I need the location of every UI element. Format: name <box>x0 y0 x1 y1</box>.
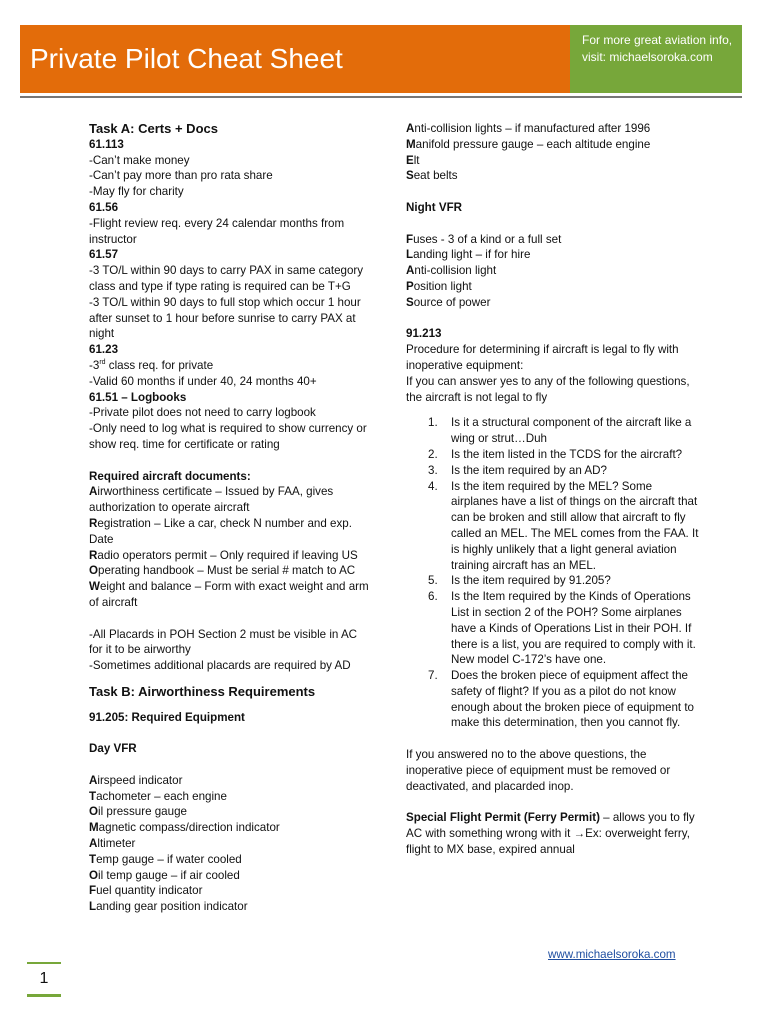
text-fragment: -3 <box>89 358 100 372</box>
item-number: 5. <box>428 574 438 588</box>
item-text: eat belts <box>413 169 458 183</box>
mnemonic-letter: S <box>406 295 414 309</box>
page-number: 1 <box>27 962 61 997</box>
item-text: ource of power <box>413 295 491 309</box>
mnemonic-letter: L <box>406 248 414 262</box>
reg-91-213: 91.213 <box>406 327 442 341</box>
item-number: 3. <box>428 463 438 477</box>
item-text: ltimeter <box>97 837 136 851</box>
list-item <box>89 804 369 820</box>
item-text: perating handbook – Must be serial # match to AC <box>98 564 356 578</box>
day-vfr-heading: Day VFR <box>89 742 137 756</box>
list-item <box>406 168 701 184</box>
item-text: uel quantity indicator <box>96 884 203 898</box>
list-item <box>89 773 369 789</box>
reg-61-57: 61.57 <box>89 248 119 262</box>
text-line <box>89 358 369 374</box>
website-link[interactable]: www.michaelsoroka.com <box>548 948 676 961</box>
mnemonic-letter: A <box>89 837 98 851</box>
superscript: rd <box>99 359 106 367</box>
item-number: 6. <box>428 590 438 604</box>
text-line: -Sometimes additional placards are required by AD <box>89 659 351 673</box>
list-item <box>406 232 701 248</box>
list-item <box>406 153 701 169</box>
item-text: agnetic compass/direction indicator <box>98 821 280 835</box>
text-line: -Flight review req. every 24 calendar months from instructor <box>89 216 345 246</box>
list-item <box>89 548 369 564</box>
item-text: eight and balance – Form with exact weight and arm of aircraft <box>89 580 369 609</box>
text-line: -Valid 60 months if under 40, 24 months 40+ <box>89 374 317 388</box>
item-text: uses - 3 of a kind or a full set <box>413 232 562 246</box>
item-text: osition light <box>413 279 472 293</box>
mnemonic-letter: A <box>89 485 98 499</box>
text-line: -Private pilot does not need to carry logbook <box>89 406 316 420</box>
mnemonic-letter: P <box>406 279 414 293</box>
item-number: 1. <box>428 416 438 430</box>
question-list <box>406 415 701 731</box>
night-vfr-heading: Night VFR <box>406 200 463 214</box>
item-text: anifold pressure gauge – each altitude engine <box>415 137 651 151</box>
mnemonic-letter: O <box>89 564 99 578</box>
list-item <box>89 789 369 805</box>
list-item <box>406 573 701 589</box>
item-text: Is the Item required by the Kinds of Operations List in section 2 of the POH? Some airplanes have a Kinds of Operations List in their POH. If there is a list, you are required to comply with it. New model C-172’s have one. <box>451 590 696 667</box>
list-item <box>406 447 701 463</box>
item-number: 7. <box>428 669 438 683</box>
header-divider <box>20 96 742 98</box>
list-item <box>89 883 369 899</box>
mnemonic-letter: L <box>89 900 97 914</box>
text-line: -Can’t pay more than pro rata share <box>89 169 273 183</box>
mnemonic-letter: A <box>89 773 98 787</box>
mnemonic-letter: M <box>89 821 99 835</box>
mnemonic-letter: R <box>89 516 98 530</box>
list-item <box>89 852 369 868</box>
list-item <box>89 899 369 915</box>
list-item <box>406 415 701 447</box>
list-item <box>406 479 701 574</box>
list-item <box>89 516 369 548</box>
list-item <box>406 668 701 731</box>
mnemonic-letter: F <box>89 884 97 898</box>
list-item <box>406 279 701 295</box>
mnemonic-letter: O <box>89 868 99 882</box>
docs-heading: Required aircraft documents: <box>89 469 251 483</box>
item-number: 4. <box>428 479 438 493</box>
mnemonic-letter: R <box>89 548 98 562</box>
list-item <box>89 820 369 836</box>
mnemonic-letter: T <box>89 852 97 866</box>
text-line: -3 TO/L within 90 days to full stop which occur 1 hour after sunset to 1 hour before sunrise to carry PAX at night <box>89 295 361 341</box>
day-vfr-list-continued <box>406 121 701 184</box>
mnemonic-letter: M <box>406 137 416 151</box>
mnemonic-letter: W <box>89 580 100 594</box>
list-item <box>406 295 701 311</box>
mnemonic-letter: A <box>406 264 415 278</box>
text-line: -May fly for charity <box>89 185 184 199</box>
reg-61-56: 61.56 <box>89 200 119 214</box>
item-text: il temp gauge – if air cooled <box>98 868 240 882</box>
item-text: emp gauge – if water cooled <box>96 852 242 866</box>
item-text: egistration – Like a car, check N number and exp. Date <box>89 516 352 546</box>
item-text: anding gear position indicator <box>96 900 248 914</box>
item-text: nti-collision light <box>414 264 497 278</box>
list-item <box>89 563 369 579</box>
list-item <box>89 836 369 852</box>
item-number: 2. <box>428 447 438 461</box>
sfp-text: – allows you to fly AC with something wrong with it →Ex: overweight ferry, flight to MX base, expired annual <box>406 811 695 856</box>
text-line: If you answered no to the above questions, the inoperative piece of equipment must be removed or deactivated, and placarded inop. <box>406 748 671 793</box>
list-item <box>406 263 701 279</box>
day-vfr-list <box>89 773 369 915</box>
item-text: Is the item required by the MEL? Some airplanes have a list of things on the aircraft that can be broken and still allow that aircraft to fly called an MEL. The MEL comes from the FAA. It is highly unlikely that a light general aviation training aircraft has an MEL. <box>451 479 699 572</box>
task-a-heading: Task A: Certs + Docs <box>89 121 218 136</box>
list-item <box>406 247 701 263</box>
item-text: irspeed indicator <box>97 773 183 787</box>
item-text: Is the item required by 91.205? <box>451 574 611 588</box>
page-title: Private Pilot Cheat Sheet <box>20 25 570 93</box>
list-item <box>406 589 701 668</box>
item-text: achometer – each engine <box>96 789 227 803</box>
item-text: anding light – if for hire <box>413 248 531 262</box>
item-text: Is the item required by an AD? <box>451 463 607 477</box>
special-flight-permit <box>406 810 701 857</box>
mnemonic-letter: T <box>89 789 97 803</box>
mnemonic-letter: A <box>406 122 415 135</box>
item-text: Is it a structural component of the aircraft like a wing or strut…Duh <box>451 416 692 446</box>
item-text: adio operators permit – Only required if leaving US <box>97 548 358 562</box>
text-line: -All Placards in POH Section 2 must be visible in AC for it to be airworthy <box>89 627 358 657</box>
mnemonic-letter: O <box>89 805 99 819</box>
reg-61-113: 61.113 <box>89 137 124 151</box>
required-equipment-heading: 91.205: Required Equipment <box>89 710 245 724</box>
item-text: Is the item listed in the TCDS for the aircraft? <box>451 447 683 461</box>
header-banner <box>20 25 742 93</box>
left-column <box>89 121 369 915</box>
item-text: lt <box>413 153 420 167</box>
text-fragment: class req. for private <box>105 358 214 372</box>
text-line: If you can answer yes to any of the following questions, the aircraft is not legal to fly <box>406 374 690 404</box>
mnemonic-letter: E <box>406 153 414 167</box>
list-item <box>89 484 369 516</box>
item-text: nti-collision lights – if manufactured after 1996 <box>414 122 651 135</box>
text-line: -3 TO/L within 90 days to carry PAX in same category class and type if type rating is required can be T+G <box>89 264 364 293</box>
text-line: -Can’t make money <box>89 153 190 167</box>
reg-61-51: 61.51 – Logbooks <box>89 390 187 404</box>
list-item <box>406 121 701 137</box>
right-column <box>406 121 701 858</box>
docs-list <box>89 484 369 610</box>
item-text: irworthiness certificate – Issued by FAA, gives authorization to operate aircraft <box>89 485 334 515</box>
list-item <box>89 868 369 884</box>
task-b-heading: Task B: Airworthiness Requirements <box>89 683 316 699</box>
list-item <box>406 137 701 153</box>
text-line: -Only need to log what is required to show currency or show req. time for certificate or rating <box>89 422 367 451</box>
mnemonic-letter: S <box>406 169 414 183</box>
item-text: Does the broken piece of equipment affect the safety of flight? If you as a pilot do not know enough about the broken piece of equipment to make this determination, then you cannot fly. <box>451 669 695 730</box>
item-text: il pressure gauge <box>98 805 187 819</box>
night-vfr-list <box>406 232 701 311</box>
sfp-heading: Special Flight Permit (Ferry Permit) <box>406 811 600 825</box>
list-item <box>89 579 369 611</box>
reg-61-23: 61.23 <box>89 343 119 357</box>
text-line: Procedure for determining if aircraft is legal to fly with inoperative equipment: <box>406 343 679 372</box>
list-item <box>406 463 701 479</box>
promo-box: For more great aviation info, visit: michaelsoroka.com <box>570 25 742 93</box>
mnemonic-letter: F <box>406 232 414 246</box>
